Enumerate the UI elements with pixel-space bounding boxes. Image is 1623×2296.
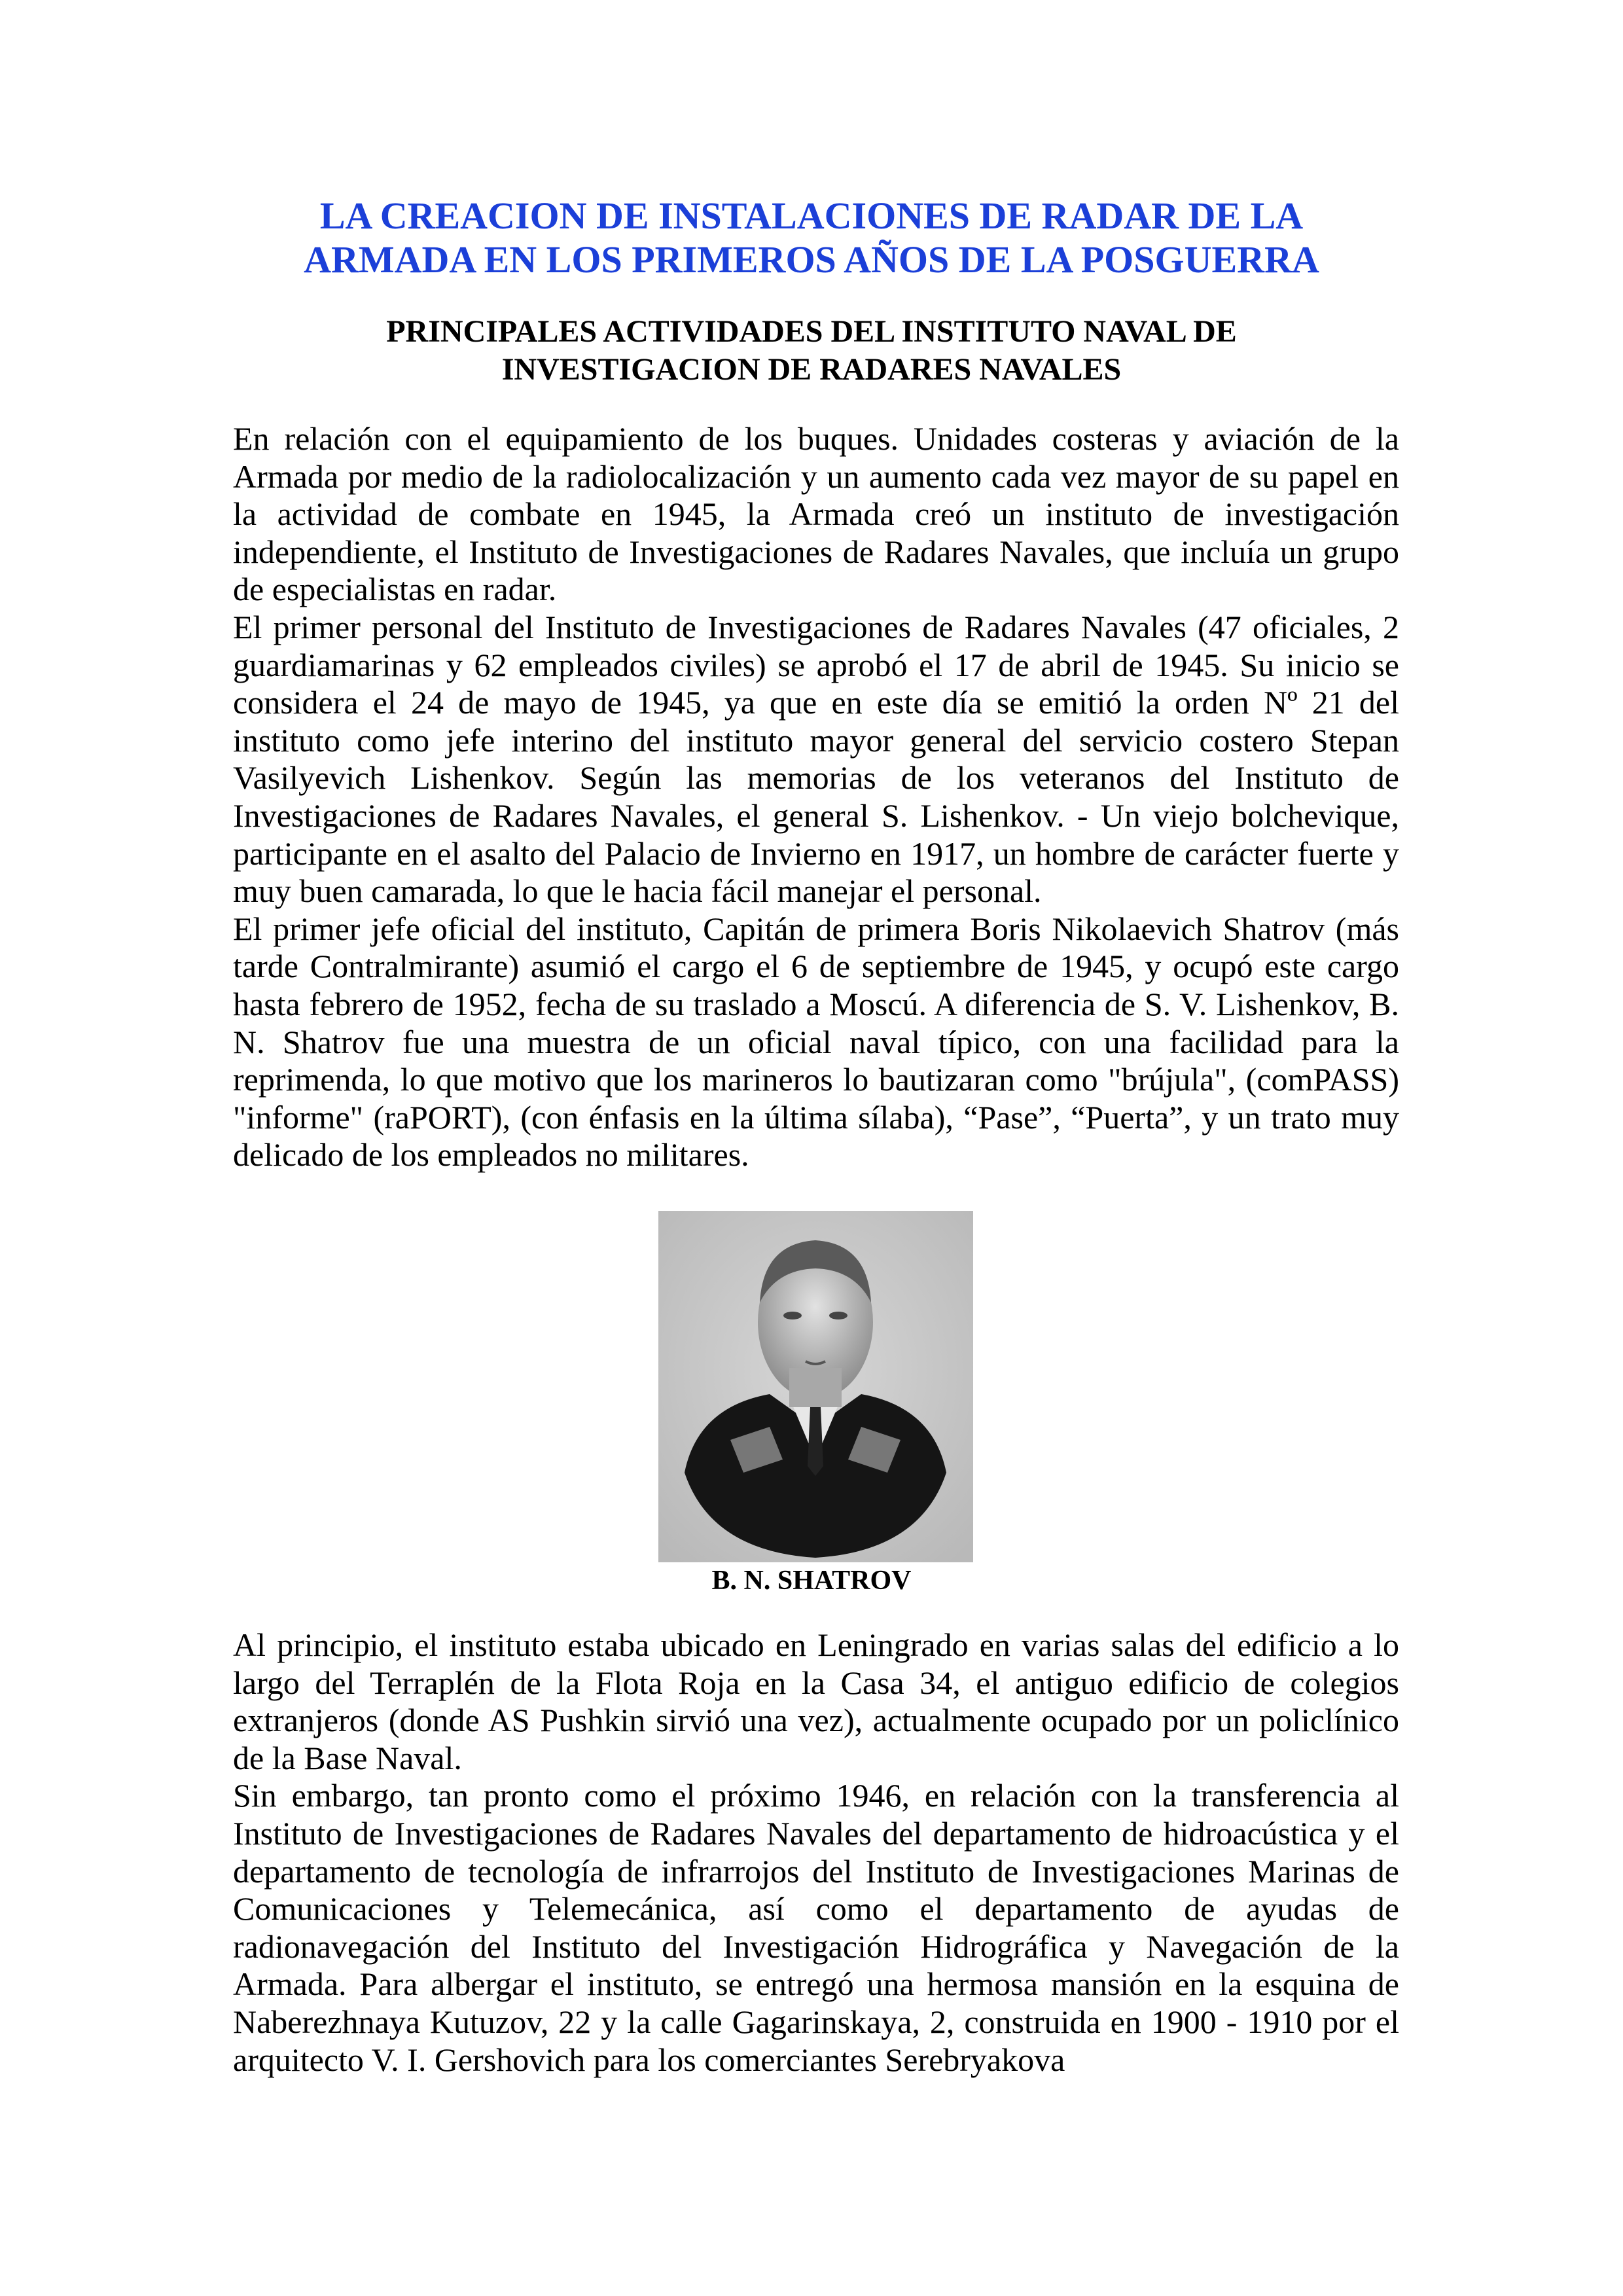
subtitle-line-1: PRINCIPALES ACTIVIDADES DEL INSTITUTO NAVAL DE: [386, 314, 1237, 349]
paragraph: El primer jefe oficial del instituto, Capitán de primera Boris Nikolaevich Shatrov (más tarde Contralmirante) asumió el cargo el 6 de septiembre de 1945, y ocupó este cargo hasta febrero de 1952, fecha de su traslado a Moscú. A diferencia de S. V. Lishenkov, B. N. Shatrov fue una muestra de un oficial naval típico, con una facilidad para la reprimenda, lo que motivo que los marineros lo bautizaran como "brújula", (comPASS) "informe" (raPORT), (con énfasis en la última sílaba), “Pase”, “Puerta”, y un trato muy delicado de los empleados no militares.: [233, 910, 1399, 1174]
section-heading: [0, 313, 1623, 389]
portrait-photo: [658, 1211, 973, 1562]
body-text-bottom: [233, 1626, 1399, 2079]
photo-caption: B. N. SHATROV: [711, 1566, 912, 1596]
paragraph: Sin embargo, tan pronto como el próximo 1946, en relación con la transferencia al Instituto de Investigaciones de Radares Navales del departamento de hidroacústica y el departamento de tecnología de infrarrojos del Instituto de Investigaciones Marinas de Comunicaciones y Telemecánica, así como el departamento de ayudas de radionavegación del Instituto del Investigación Hidrográfica y Navegación de la Armada. Para albergar el instituto, se entregó una hermosa mansión en la esquina de Naberezhnaya Kutuzov, 22 y la calle Gagarinskaya, 2, construida en 1900 - 1910 por el arquitecto V. I. Gershovich para los comerciantes Serebryakova: [233, 1777, 1399, 2078]
title-line-2: ARMADA EN LOS PRIMEROS AÑOS DE LA POSGUERRA: [304, 238, 1319, 281]
body-text-top: [233, 420, 1399, 1174]
paragraph: El primer personal del Instituto de Investigaciones de Radares Navales (47 oficiales, 2 guardiamarinas y 62 empleados civiles) se aprobó el 17 de abril de 1945. Su inicio se considera el 24 de mayo de 1945, ya que en este día se emitió la orden Nº 21 del instituto como jefe interino del instituto mayor general del servicio costero Stepan Vasilyevich Lishenkov. Según las memorias de los veteranos del Instituto de Investigaciones de Radares Navales, el general S. Lishenkov. - Un viejo bolchevique, participante en el asalto del Palacio de Invierno en 1917, un hombre de carácter fuerte y muy buen camarada, lo que le hacia fácil manejar el personal.: [233, 608, 1399, 910]
document-title: [0, 194, 1623, 281]
paragraph: En relación con el equipamiento de los buques. Unidades costeras y aviación de la Armada por medio de la radiolocalización y un aumento cada vez mayor de su papel en la actividad de combate en 1945, la Armada creó un instituto de investigación independiente, el Instituto de Investigaciones de Radares Navales, que incluía un grupo de especialistas en radar.: [233, 420, 1399, 608]
title-line-1: LA CREACION DE INSTALACIONES DE RADAR DE LA: [319, 194, 1304, 237]
subtitle-line-2: INVESTIGACION DE RADARES NAVALES: [501, 352, 1122, 387]
paragraph: Al principio, el instituto estaba ubicado en Leningrado en varias salas del edificio a lo largo del Terraplén de la Flota Roja en la Casa 34, el antiguo edificio de colegios extranjeros (donde AS Pushkin sirvió una vez), actualmente ocupado por un policlínico de la Base Naval.: [233, 1626, 1399, 1776]
